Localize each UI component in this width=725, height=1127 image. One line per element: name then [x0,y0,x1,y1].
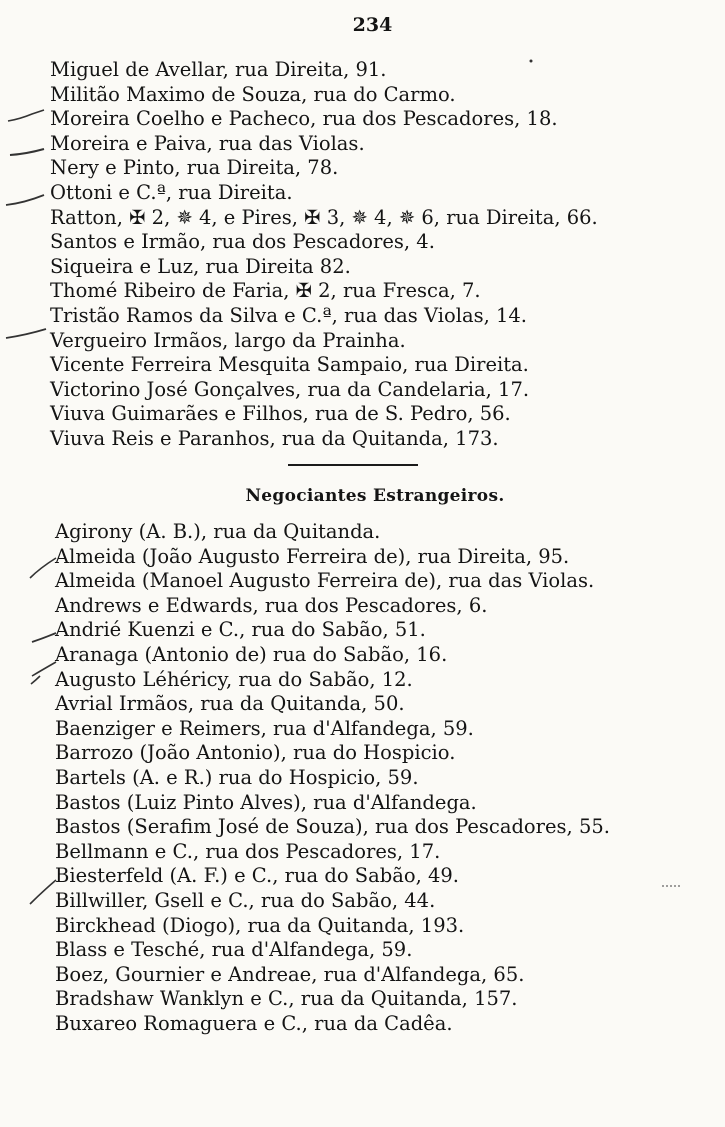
pencil-mark-icon [8,144,42,154]
list-item: Vicente Ferreira Mesquita Sampaio, rua Direita. [50,353,529,377]
list-item: Nery e Pinto, rua Direita, 78. [50,156,339,180]
pencil-mark-icon [28,556,62,566]
list-item: Ratton, ✠ 2, ✵ 4, e Pires, ✠ 3, ✵ 4, ✵ 6, rua Direita, 66. [50,205,598,229]
list-item: Bradshaw Wanklyn e C., rua da Quitanda, 157. [55,987,518,1011]
list-item: Viuva Guimarães e Filhos, rua de S. Pedro, 56. [50,402,511,426]
list-item: Avrial Irmãos, rua da Quitanda, 50. [55,692,405,716]
list-item: Buxareo Romaguera e C., rua da Cadêa. [55,1011,453,1035]
pencil-mark-icon [4,192,38,202]
ink-smudge-icon [660,882,694,892]
list-item: Augusto Léhéricy, rua do Sabão, 12. [55,667,413,691]
list-item: Victorino José Gonçalves, rua da Candelaria, 17. [50,377,530,401]
pencil-mark-icon [4,326,38,336]
pencil-mark-icon [30,630,64,640]
list-item: Siqueira e Luz, rua Direita 82. [50,254,351,278]
list-item: Tristão Ramos da Silva e C.ª, rua das Violas, 14. [50,303,527,327]
list-item: Thomé Ribeiro de Faria, ✠ 2, rua Fresca, 7. [50,279,481,303]
list-item: Bastos (Luiz Pinto Alves), rua d'Alfandega. [55,790,477,814]
list-item: Bellmann e C., rua dos Pescadores, 17. [55,839,441,863]
list-item: Moreira Coelho e Pacheco, rua dos Pescadores, 18. [50,107,558,131]
list-item: Bastos (Serafim José de Souza), rua dos Pescadores, 55. [55,815,610,839]
list-item: Almeida (Manoel Augusto Ferreira de), rua das Violas. [55,569,595,593]
domestic-merchant-list [50,58,598,452]
list-item: Viuva Reis e Paranhos, rua da Quitanda, 173. [50,426,499,450]
page-number: 234 [352,14,393,36]
section-divider [288,464,418,466]
list-item: Moreira e Paiva, rua das Violas. [50,131,365,155]
list-item: Bartels (A. e R.) rua do Hospicio, 59. [55,765,419,789]
list-item: Barrozo (João Antonio), rua do Hospicio. [55,741,456,765]
list-item: Billwiller, Gsell e C., rua do Sabão, 44. [55,888,436,912]
list-item: Andrié Kuenzi e C., rua do Sabão, 51. [55,618,426,642]
list-item: Aranaga (Antonio de) rua do Sabão, 16. [55,642,448,666]
pencil-mark-icon [6,108,40,118]
list-item: Andrews e Edwards, rua dos Pescadores, 6. [55,593,488,617]
list-item: Agirony (A. B.), rua da Quitanda. [55,520,381,543]
pencil-mark-icon [28,878,62,888]
list-item: Birckhead (Diogo), rua da Quitanda, 193. [55,913,465,937]
list-item: Biesterfeld (A. F.) e C., rua do Sabão, 49. [55,864,459,888]
section-heading: Negociantes Estrangeiros. [245,486,505,506]
list-item: Ottoni e C.ª, rua Direita. [50,180,293,204]
list-item: Boez, Gournier e Andreae, rua d'Alfandega, 65. [55,962,525,986]
list-item: Blass e Tesché, rua d'Alfandega, 59. [55,938,413,962]
list-item: Vergueiro Irmãos, largo da Prainha. [50,328,406,352]
list-item: Almeida (João Augusto Ferreira de), rua Direita, 95. [55,544,570,568]
list-item: Militão Maximo de Souza, rua do Carmo. [50,82,456,106]
foreign-merchant-list [55,520,610,1036]
ink-dot-icon [528,58,562,68]
list-item: Santos e Irmão, rua dos Pescadores, 4. [50,230,435,254]
list-item: Baenziger e Reimers, rua d'Alfandega, 59. [55,716,474,740]
list-item: Miguel de Avellar, rua Direita, 91. [50,58,387,81]
pencil-mark-icon [28,660,62,670]
